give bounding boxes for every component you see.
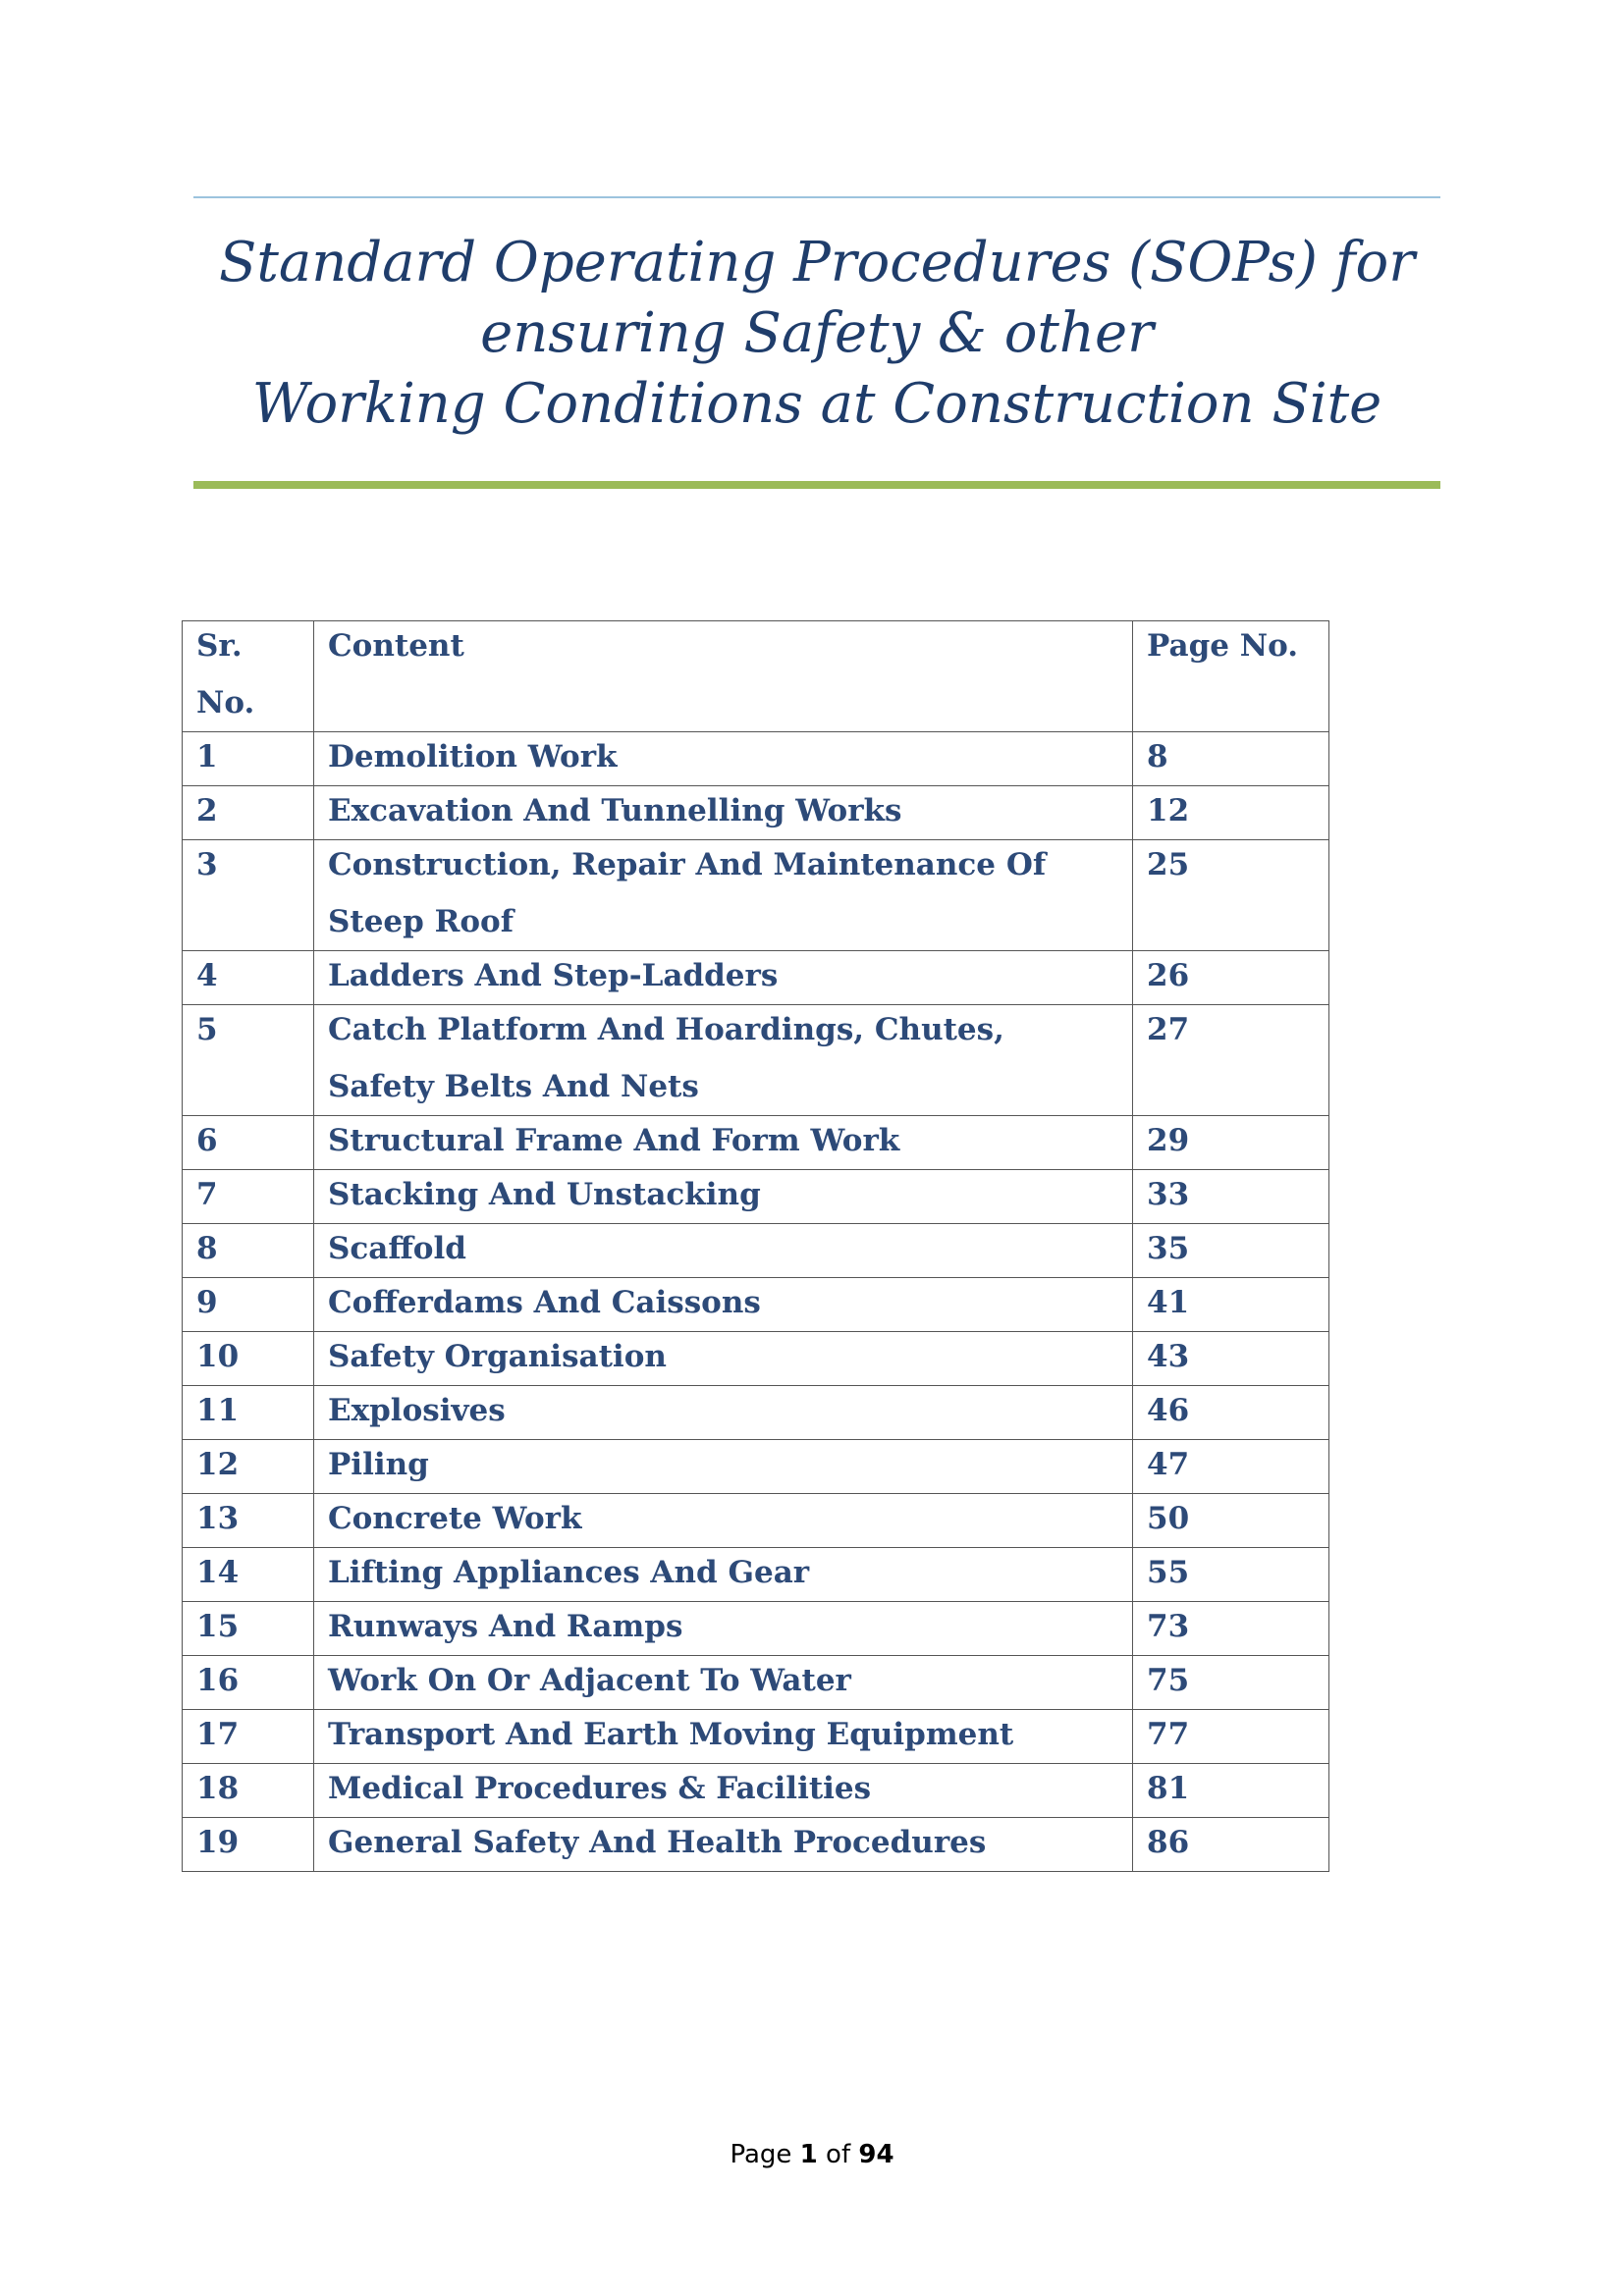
toc-cell-page-text: 75 [1147, 1663, 1190, 1698]
toc-cell-sr [183, 1116, 314, 1170]
toc-cell-page [1133, 1170, 1329, 1224]
toc-cell-content [314, 1224, 1133, 1278]
toc-cell-content [314, 1170, 1133, 1224]
toc-cell-sr-text: 2 [196, 793, 218, 828]
toc-cell-content-text: Demolition Work [328, 739, 618, 774]
toc-cell-page-text: 55 [1147, 1555, 1190, 1590]
footer-current-page: 1 [799, 2140, 818, 2169]
toc-cell-sr-text: 18 [196, 1771, 240, 1806]
toc-cell-content [314, 1005, 1133, 1116]
toc-cell-sr [183, 1278, 314, 1332]
toc-cell-sr-text: 16 [196, 1663, 240, 1698]
toc-cell-page [1133, 1005, 1329, 1116]
toc-cell-sr-text: 7 [196, 1177, 218, 1212]
toc-cell-page [1133, 1656, 1329, 1710]
toc-cell-sr [183, 840, 314, 951]
toc-cell-content-text: Lifting Appliances And Gear [328, 1555, 810, 1590]
toc-cell-sr [183, 1764, 314, 1818]
toc-cell-page [1133, 786, 1329, 840]
toc-cell-page [1133, 1494, 1329, 1548]
toc-cell-content-text: Explosives [328, 1393, 506, 1428]
table-row [183, 786, 1329, 840]
toc-cell-content [314, 1710, 1133, 1764]
toc-cell-sr [183, 1170, 314, 1224]
title-line-2: ensuring Safety & other [480, 301, 1154, 365]
toc-cell-page [1133, 1224, 1329, 1278]
toc-cell-sr [183, 1494, 314, 1548]
toc-cell-sr [183, 1548, 314, 1602]
toc-cell-sr-text: 1 [196, 739, 218, 774]
toc-cell-content [314, 732, 1133, 786]
table-row [183, 1278, 1329, 1332]
toc-cell-page [1133, 1278, 1329, 1332]
toc-cell-page-text: 25 [1147, 847, 1190, 882]
table-row [183, 1656, 1329, 1710]
toc-cell-page-text: 8 [1147, 739, 1168, 774]
toc-cell-page-text: 81 [1147, 1771, 1190, 1806]
table-row [183, 1548, 1329, 1602]
toc-cell-content [314, 1602, 1133, 1656]
table-row [183, 732, 1329, 786]
toc-cell-content [314, 1386, 1133, 1440]
toc-cell-page-text: 47 [1147, 1447, 1190, 1482]
toc-header-content-label: Content [328, 628, 464, 664]
toc-cell-sr [183, 1332, 314, 1386]
toc-cell-content-text: Scaffold [328, 1231, 466, 1266]
toc-cell-page-text: 27 [1147, 1012, 1190, 1047]
toc-cell-content-text: Stacking And Unstacking [328, 1177, 761, 1212]
table-row [183, 1440, 1329, 1494]
toc-cell-sr [183, 1005, 314, 1116]
footer-of-word: of [826, 2140, 851, 2169]
title-bottom-rule [193, 481, 1440, 489]
toc-cell-content [314, 840, 1133, 951]
toc-cell-content-text: Runways And Ramps [328, 1609, 683, 1644]
toc-cell-content [314, 1440, 1133, 1494]
toc-cell-page [1133, 1710, 1329, 1764]
toc-cell-content-text: Concrete Work [328, 1501, 582, 1536]
toc-cell-content [314, 1818, 1133, 1872]
footer-total-pages: 94 [858, 2140, 894, 2169]
toc-header-page-label: Page No. [1147, 628, 1299, 664]
toc-cell-page-text: 50 [1147, 1501, 1190, 1536]
toc-cell-content [314, 1764, 1133, 1818]
toc-cell-sr-text: 10 [196, 1339, 240, 1374]
toc-cell-sr-text: 5 [196, 1012, 218, 1047]
toc-cell-page-text: 12 [1147, 793, 1190, 828]
table-row [183, 1332, 1329, 1386]
toc-cell-page [1133, 1764, 1329, 1818]
toc-cell-page [1133, 1116, 1329, 1170]
toc-cell-sr-text: 3 [196, 847, 218, 882]
title-line-1: Standard Operating Procedures (SOPs) for [218, 231, 1416, 294]
toc-cell-sr [183, 1710, 314, 1764]
toc-cell-sr-text: 14 [196, 1555, 240, 1590]
page-footer [0, 2140, 1624, 2169]
toc-cell-sr-text: 12 [196, 1447, 240, 1482]
toc-cell-page [1133, 951, 1329, 1005]
toc-cell-content-text: Catch Platform And Hoardings, Chutes, Safety Belts And Nets [328, 1012, 1004, 1104]
toc-cell-sr [183, 786, 314, 840]
toc-header-page [1133, 621, 1329, 732]
toc-cell-content [314, 1116, 1133, 1170]
toc-cell-sr-text: 11 [196, 1393, 240, 1428]
toc-cell-sr-text: 13 [196, 1501, 240, 1536]
toc-cell-page [1133, 1548, 1329, 1602]
table-row [183, 1602, 1329, 1656]
toc-cell-sr [183, 1224, 314, 1278]
toc-cell-sr-text: 15 [196, 1609, 240, 1644]
toc-cell-content-text: Ladders And Step-Ladders [328, 958, 779, 993]
toc-cell-sr-text: 4 [196, 958, 218, 993]
toc-cell-page-text: 33 [1147, 1177, 1190, 1212]
toc-cell-content-text: Piling [328, 1447, 429, 1482]
toc-cell-content [314, 951, 1133, 1005]
table-row [183, 951, 1329, 1005]
toc-cell-page [1133, 1440, 1329, 1494]
title-top-rule [193, 196, 1440, 198]
toc-body [183, 621, 1329, 1872]
table-row [183, 1818, 1329, 1872]
toc-cell-content-text: Structural Frame And Form Work [328, 1123, 900, 1158]
toc-cell-page [1133, 1386, 1329, 1440]
toc-cell-content-text: Transport And Earth Moving Equipment [328, 1717, 1014, 1752]
toc-cell-sr [183, 1602, 314, 1656]
table-row [183, 1116, 1329, 1170]
table-row [183, 1386, 1329, 1440]
toc-cell-content-text: Cofferdams And Caissons [328, 1285, 761, 1320]
toc-cell-content-text: Work On Or Adjacent To Water [328, 1663, 851, 1698]
toc-cell-page-text: 73 [1147, 1609, 1190, 1644]
toc-cell-page [1133, 732, 1329, 786]
table-row [183, 840, 1329, 951]
table-row [183, 1764, 1329, 1818]
toc-cell-content [314, 1548, 1133, 1602]
toc-cell-sr [183, 732, 314, 786]
table-row [183, 1224, 1329, 1278]
toc-cell-page-text: 86 [1147, 1825, 1190, 1860]
table-row [183, 1170, 1329, 1224]
toc-cell-page-text: 77 [1147, 1717, 1190, 1752]
toc-cell-sr-text: 19 [196, 1825, 240, 1860]
toc-cell-page [1133, 840, 1329, 951]
table-of-contents [182, 620, 1329, 1872]
table-row [183, 1005, 1329, 1116]
toc-cell-content [314, 786, 1133, 840]
toc-header-sr [183, 621, 314, 732]
toc-cell-page-text: 43 [1147, 1339, 1190, 1374]
document-title [193, 228, 1440, 440]
toc-cell-content-text: Excavation And Tunnelling Works [328, 793, 902, 828]
toc-cell-page [1133, 1818, 1329, 1872]
toc-cell-page-text: 26 [1147, 958, 1190, 993]
toc-header-sr-label: Sr. No. [196, 628, 255, 721]
toc-cell-content-text: Safety Organisation [328, 1339, 667, 1374]
toc-cell-page-text: 35 [1147, 1231, 1190, 1266]
table-row [183, 1710, 1329, 1764]
toc-cell-content-text: Medical Procedures & Facilities [328, 1771, 872, 1806]
toc-cell-sr-text: 8 [196, 1231, 218, 1266]
toc-cell-page [1133, 1602, 1329, 1656]
toc-cell-page [1133, 1332, 1329, 1386]
toc-cell-page-text: 41 [1147, 1285, 1190, 1320]
toc-cell-content [314, 1332, 1133, 1386]
toc-cell-sr-text: 9 [196, 1285, 218, 1320]
toc-cell-page-text: 46 [1147, 1393, 1190, 1428]
toc-cell-sr [183, 1818, 314, 1872]
toc-header-content [314, 621, 1133, 732]
toc-cell-content [314, 1494, 1133, 1548]
toc-cell-sr-text: 17 [196, 1717, 240, 1752]
table-row [183, 1494, 1329, 1548]
toc-cell-content [314, 1656, 1133, 1710]
toc-cell-content-text: General Safety And Health Procedures [328, 1825, 987, 1860]
toc-cell-page-text: 29 [1147, 1123, 1190, 1158]
footer-page-word: Page [730, 2140, 792, 2169]
title-line-3: Working Conditions at Construction Site [251, 372, 1382, 436]
toc-cell-sr [183, 1656, 314, 1710]
toc-header-row [183, 621, 1329, 732]
toc-cell-sr-text: 6 [196, 1123, 218, 1158]
toc-cell-sr [183, 1386, 314, 1440]
toc-cell-content-text: Construction, Repair And Maintenance Of Steep Roof [328, 847, 1047, 939]
toc-cell-sr [183, 1440, 314, 1494]
toc-cell-sr [183, 951, 314, 1005]
toc-cell-content [314, 1278, 1133, 1332]
